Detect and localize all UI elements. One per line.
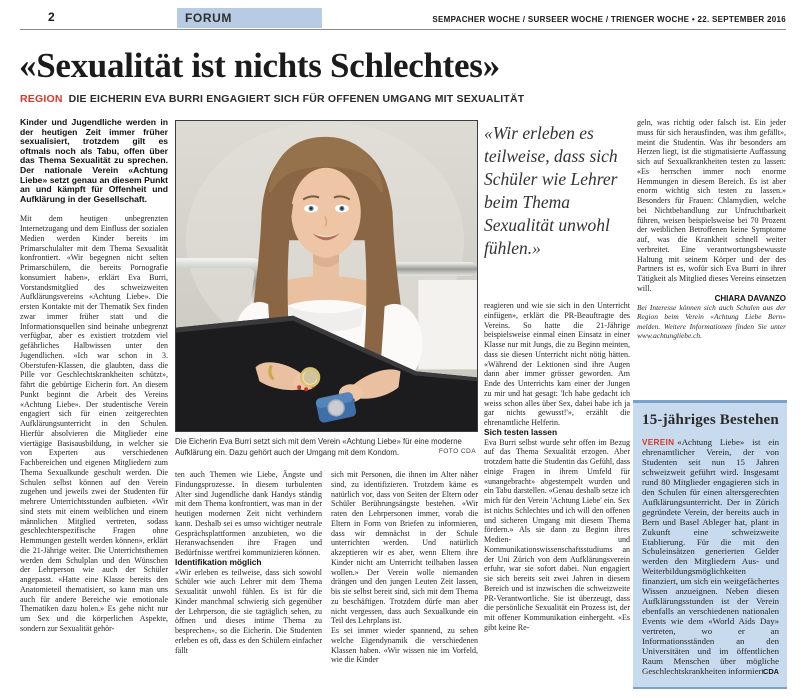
masthead: SEMPACHER WOCHE / SURSEER WOCHE / TRIENGER WOCHE • 22. SEPTEMBER 2016	[432, 15, 786, 24]
pull-quote: «Wir erleben es teilweise, dass sich Schüler wie Lehrer beim Thema Sexualität unwohl fühlen.»	[484, 123, 618, 258]
column-4	[484, 301, 630, 691]
infobox-label: VEREIN	[642, 438, 675, 447]
page-number: 2	[48, 10, 55, 24]
article-photo	[175, 120, 478, 432]
kicker	[20, 93, 524, 105]
column-2	[175, 470, 322, 691]
kicker-region-label: REGION	[20, 93, 63, 105]
header-rule	[20, 29, 786, 30]
chair-back-right	[418, 280, 477, 369]
body-paragraph: ten auch Themen wie Liebe, Ängste und Findungsprozesse. In diesem turbulenten Alter sind Jugendliche dank Handys ständig mit dem Thema konfrontiert, was man in der heutigen modernen Zeit nicht verhindern kann. Deshalb sei es umso wichtiger neutrale Gesprächsplattformen anzubieten, wo die Heranwachsenden ihre Fragen und Bedürfnisse wertfrei kommunizieren können.	[175, 470, 322, 557]
body-paragraph: Eva Burri selbst wurde sehr offen im Bezug auf das Thema Sexualität erzogen. Aber trotzdem hatte die Studentin das Gefühl, dass einige Fragen in ihrem Umfeld für «unangebracht» abgestempelt wurden und ein Tabu darstellen. «Genau deshalb setze ich mich für den Verein 'Achtung Liebe' ein. Sex ist nichts Schlechtes und ich will den offenen und sicheren Umgang mit diesem Thema fördern.» Als sie dann zu Beginn ihres Medien- und Kommunikationswissenschaftsstudiums an der Uni Zürich von dem Aufklärungsverein erfuhr, war sie sofort dabei. Nun engagiert sie sich bereits seit zwei Jahren in diesem Bereich und ist inzwischen die schweizweite PR-Verantwortliche. Sie ist überzeugt, dass die persönliche Sexualität ein Prozess ist, der mit offener Kommunikation einhergeht. «Es gibt keine Re-	[484, 437, 630, 632]
column-5	[637, 118, 786, 396]
column-1	[20, 118, 168, 690]
body-paragraph: Es sei immer wieder spannend, zu sehen welche Eigendynamik die verschiedenen Klassen haben. «Wir wissen nie im Vorfeld, wie die Kinder	[331, 626, 478, 665]
byline: CHIARA DAVANZO	[714, 293, 786, 303]
subheading-identifikation: Identifikation möglich	[175, 556, 262, 567]
body-paragraph: sich mit Personen, die ihnen im Alter näher sind, zu identifizieren. Trotzdem käme es natürlich vor, dass von Seiten der Eltern oder Schüler Berührungsängste bestehen. «Wir raten den Lehrpersonen immer, vorab die Eltern in Form von Briefen zu informieren, dass wir demnächst in der Schule unterrichten werden. Und natürlich akzeptieren wir es aber, wenn Eltern ihre Kinder nicht am Unterricht teilhaben lassen wollen.» Der Verein wolle niemanden drängen und den jungen Leuten Zeit lassen, bis sie selbst bereit sind, sich mit dem Thema zu beschäftigen. Trotzdem dürfe man aber nicht vergessen, dass auch Sexualkunde ein Teil des Lehrplans ist.	[331, 470, 478, 626]
photo-caption: Die Eicherin Eva Burri setzt sich mit dem Verein «Achtung Liebe» für eine moderne Aufklärung ein. Dazu gehört auch der Umgang mit dem Kondom. FOTO CDA	[175, 437, 476, 457]
lead-paragraph: Kinder und Jugendliche werden in der heutigen Zeit immer früher sexualisiert, trotzdem gilt es oftmals noch als Tabu, offen über das Thema Sexualität zu sprechen. Der nationale Verein «Achtung Liebe» setzt genau an diesem Punkt an und kämpft für Offenheit und Aufklärung in der Gesellschaft.	[20, 118, 168, 204]
subheading-sich-testen-lassen: Sich testen lassen	[484, 426, 558, 437]
infobox-body: VEREIN «Achtung Liebe» ist ein ehrenamtlicher Verein, der von Studenten seit nun 15 Jahren schweizweit geführt wird. Insgesamt rund 80 Mitglieder engagieren sich in den Schulen für einen altersgerechten Aufklärungsunterricht. Der in Zürich gegründete Verein, der bereits auch in Bern und Basel Ableger hat, plant in Zukunft eine schweizweite Etablierung. Für die mit den Schuleinsätzen generierten Gelder werden den Mitgliedern Aus- und Weiterbildungsmöglichkeiten finanziert, um sich ein weitgefächertes Wissen anzueignen. Neben diesen Aufklärungsstunden ist der Verein ebenfalls an verschiedenen nationalen Events wie dem «World Aids Day» vertreten, wo er an Informationsständen an den Universitäten und im öffentlichen Raum Menschen über mögliche Geschlechtskrankheiten informiert. CDA	[642, 437, 779, 676]
body-paragraph: «Wir erleben es teilweise, dass sich sowohl Schüler wie auch Lehrer mit dem Thema Sexualität unwohl fühlen. Es ist für die Kinder manchmal schwierig sich gegenüber der Lehrperson, die sie tagtäglich sehen, zu öffnen und dieses intime Thema zu besprechen», so die Eicherin. Die Studenten erleben es oft, dass es den Schülern einfacher fällt	[175, 567, 322, 655]
body-paragraph: geln, was richtig oder falsch ist. Ein jeder muss für sich herausfinden, was ihm gefällt», meint die Studentin. Was ihr besonders am Herzen liegt, ist die stigmatisierte Auffassung sich auf Sexualkrankheiten testen zu lassen: «Es herrschen immer noch enorme Hemmungen in diesem Bereich. Es ist aber enorm wichtig sich testen zu lassen.» Besonders für Frauen: Chlamydien, welche bei Nichtbehandlung zur Unfruchtbarkeit führen, weisen beispielsweise bei 70 Prozent der weiblichen Betroffenen keine Symptome auf, was die Krankheit schnell weiter verbreitet. Eine verantwortungsbewusste Haltung mit seinem Körper und der des Partners ist es, wofür sich Eva Burri in ihrer Tätigkeit als Mitglied dieses Vereins einsetzen will.	[637, 118, 786, 293]
infobox-credit: CDA	[762, 666, 779, 676]
infobox-15-jahre	[633, 400, 787, 689]
section-label: FORUM	[177, 8, 322, 28]
face	[291, 168, 361, 257]
body-paragraph: Mit dem heutigen unbegrenzten Internetzugang und dem Einfluss der sozialen Medien werden Kinder bereits im Primarschulalter mit dem Thema Sexualität konfrontiert. «Wir begegnen nicht selten Primarschülern, die bereits Pornografie konsumiert haben», erklärt Eva Burri, Vorstandsmitglied des schweizweiten Aufklärungsvereins «Achtung Liebe». Die ersten Kontakte mit der Thematik Sex finden zwar immer früher statt und die Informationsquellen sind beinahe unbegrenzt verfügbar, aber es existiert trotzdem viel gefährliches Halbwissen unter den Jugendlichen. «Ich war schon in 3. Oberstufen-Klassen, die glaubten, dass die Pille vor Geschlechtskrankheiten schützt», fährt die gebürtige Eicherin fort. An diesem Punkt beginnt die Arbeit des Vereins «Achtung Liebe». Der studentische Verein engagiert sich für einen zeitgerechten Aufklärungsunterricht in den Schulen. Hierfür absolvieren die Mitglieder eine viertägige Basisausbildung, in welcher sie von Experten aus verschiedenen Fachbereichen und eigenen Mitgliedern zum Thema Sexualkunde geschult werden. Die Schulen selbst können auf den Verein zugehen und jeweils zwei der Studenten für mehrere Unterrichtsstunden aufbieten. «Wir sind stets mit einem weiblichen und einem männlichen Mitglied vertreten, sodass geschlechterspezifische Fragen ohne Hemmungen gestellt werden können», erklärt die 21-Jährige weiter. Die Unterrichtsthemen werden dem Schulplan und den Wünschen der Lehrperson wie auch der Schüler angepasst. «Hatte eine Klasse bereits den Anatomieteil thematisiert, so kann man uns auch für andere Bereiche wie emotionale Thematiken dazu holen.» Es gehe nicht nur um Sex und die körperlichen Aspekte, sondern zur Sexualität gehör-	[20, 214, 168, 633]
contact-note: Bei Interesse können sich auch Schulen aus der Region beim Verein «Achtung Liebe Bern» melden. Weitere Informationen finden Sie unter www.achtungliebe.ch.	[637, 303, 786, 340]
body-paragraph: reagieren und wie sie sich in den Unterricht einfügen», erklärt die PR-Beauftragte des Vereins. So hatte die 21-Jährige beispielsweise einmal einen Einsatz in einer Klasse nur mit Jungs, die zu Beginn meinten, dass sie diesen Unterricht nicht nötig hätten. «Während der Lektionen sind ihre Augen dann aber immer grösser geworden. Am Ende des Unterrichts kam einer der Jungen zu mir und hat gesagt: 'Ich habe gedacht ich weiss schon alles über Sex, dabei habe ich ja gar nichts gewusst!'», erzählt die ehrenamtliche Helferin.	[484, 301, 630, 427]
infobox-title: 15-jähriges Bestehen	[642, 412, 779, 428]
photo-credit: FOTO CDA	[438, 447, 476, 455]
photo-illustration	[176, 121, 477, 431]
column-3	[331, 470, 478, 691]
kicker-text: DIE EICHERIN EVA BURRI ENGAGIERT SICH FÜR OFFENEN UMGANG MIT SEXUALITÄT	[68, 93, 525, 105]
chair-rail-right	[393, 262, 477, 276]
headline: «Sexualität ist nichts Schlechtes»	[19, 46, 500, 85]
